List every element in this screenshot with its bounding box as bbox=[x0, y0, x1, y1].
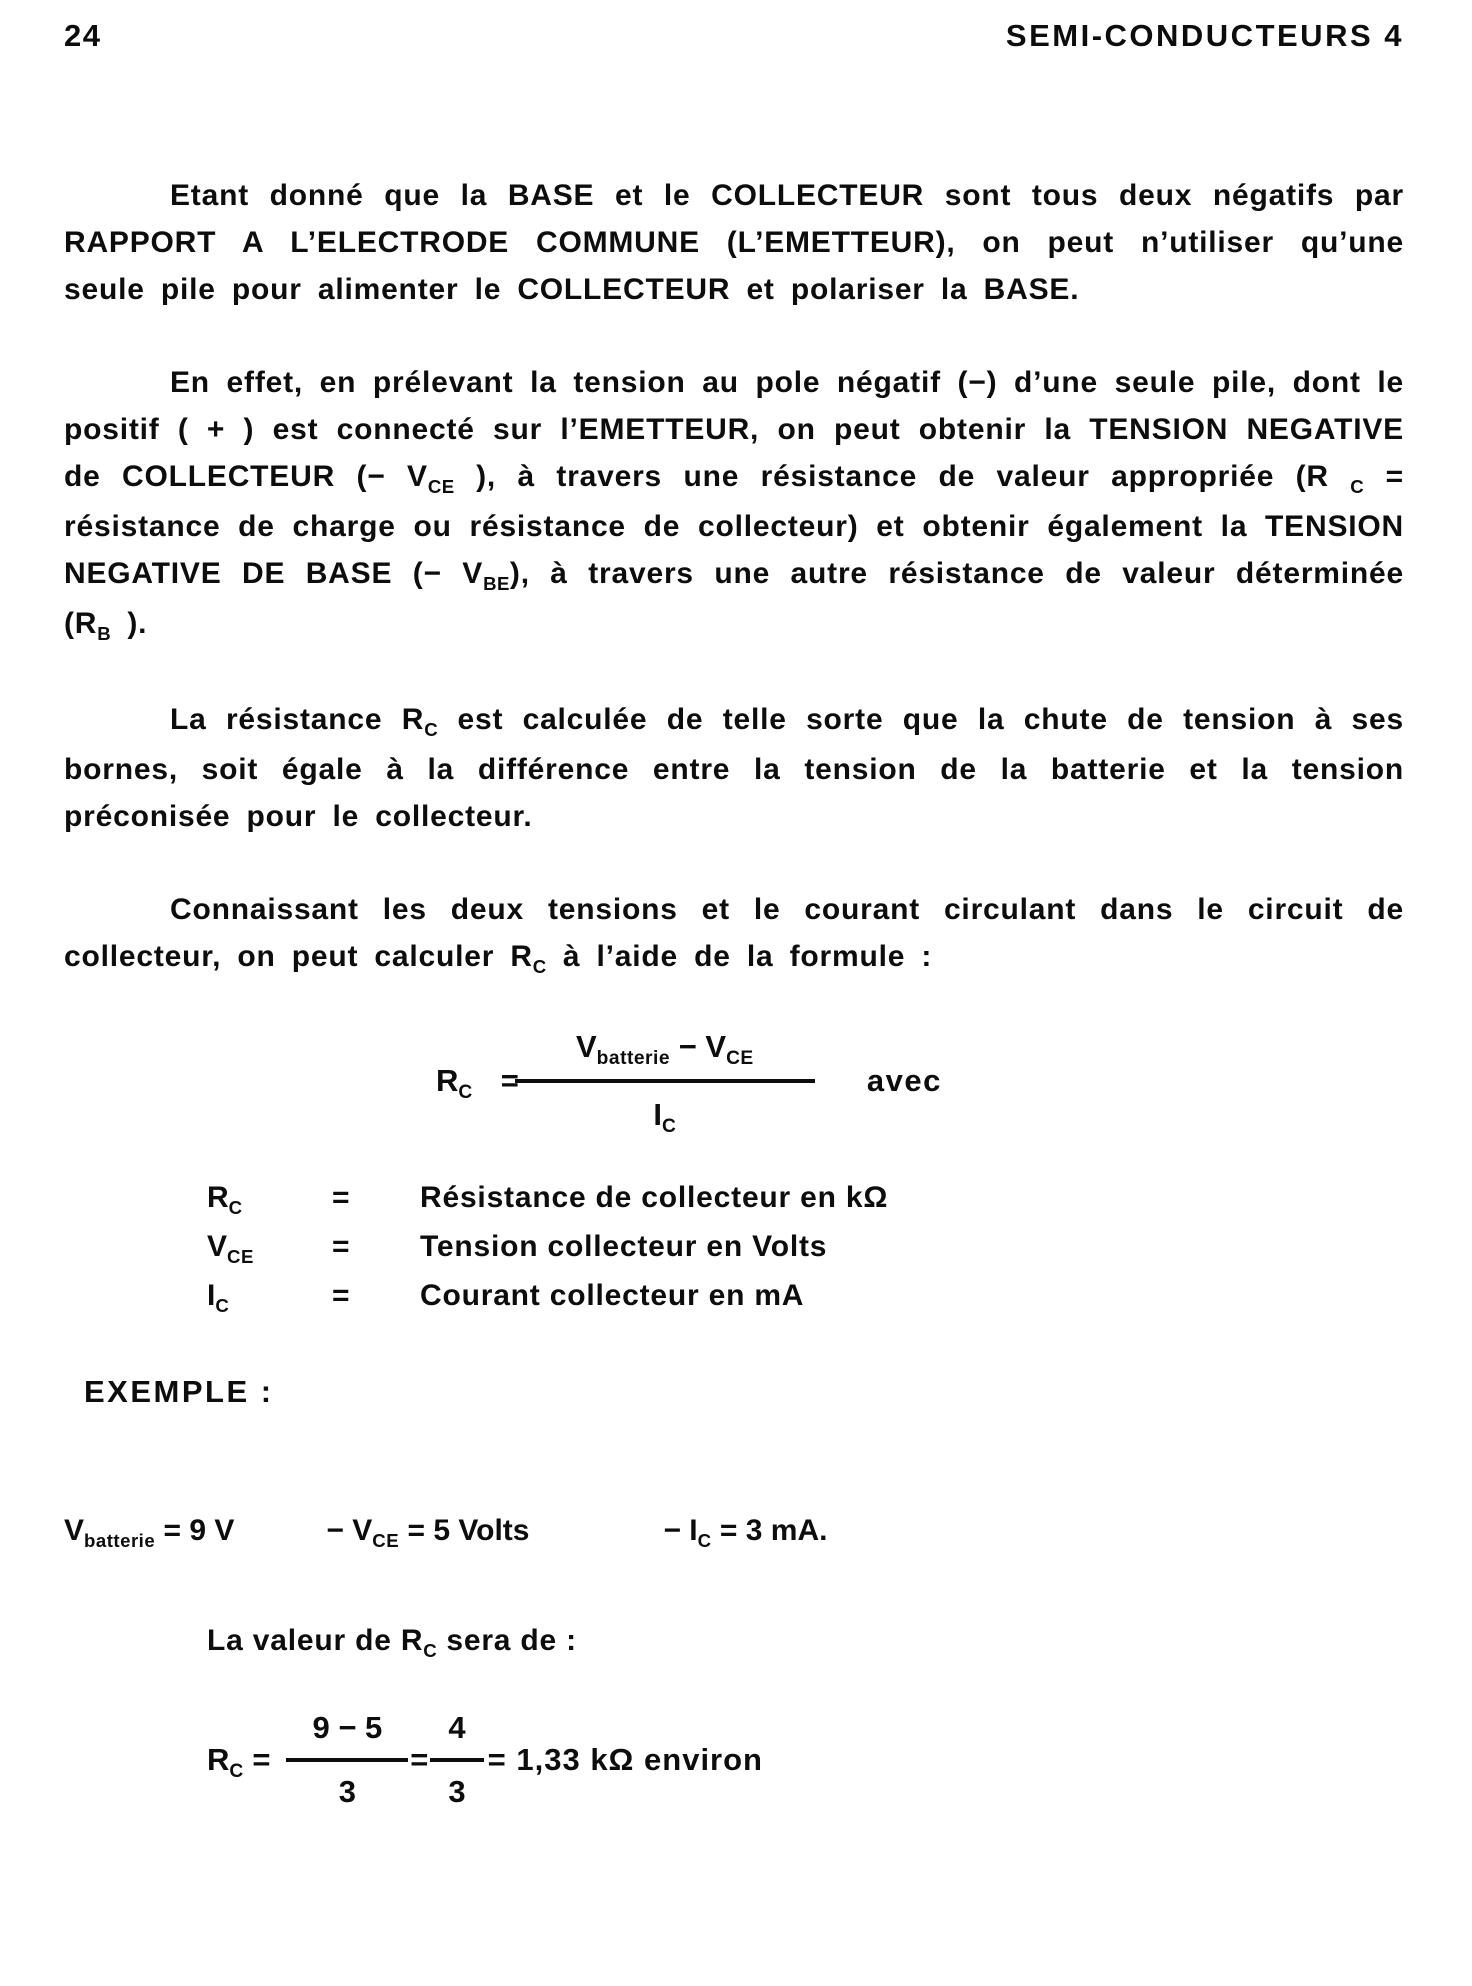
definition-row-rc bbox=[207, 1175, 1404, 1224]
example-values-row bbox=[64, 1514, 1404, 1552]
definition-row-vce bbox=[207, 1224, 1404, 1273]
definition-symbol: $R_C$ bbox=[207, 1181, 243, 1219]
definition-symbol: $I_C$ bbox=[207, 1279, 230, 1317]
symbol-definitions bbox=[207, 1175, 1404, 1322]
example-equation bbox=[207, 1710, 1404, 1810]
definition-symbol: $V_{CE}$ bbox=[207, 1230, 254, 1268]
page-header bbox=[64, 18, 1404, 54]
definition-equals: = bbox=[332, 1230, 350, 1263]
example-intro-line: La valeur de $R_C$ sera de : bbox=[207, 1624, 577, 1662]
fraction-numerator: 4 bbox=[430, 1710, 483, 1762]
formula-fraction bbox=[515, 1029, 815, 1138]
rc-formula bbox=[436, 1029, 1404, 1138]
paragraph-negative-voltages: En effet, en prélevant la tension au pole négatif (−) d’une seule pile, dont le positif ( + ) est connecté sur l’EMETTEUR, on peut obtenir la TENSION NEGATIVE de COLLECTEUR (− $V_{CE}$ ), à travers une résistance de valeur appropriée (R $_C$ = résistance de charge ou résistance de collecteur) et obtenir également la TENSION NEGATIVE DE BASE (− $V_{BE}$), à travers une autre résistance de valeur déterminée ($R_B$ ). bbox=[64, 366, 1404, 645]
formula-lhs: $R_C$ bbox=[436, 1063, 473, 1104]
running-title: SEMI-CONDUCTEURS 4 bbox=[1005, 18, 1404, 53]
equation-fraction-2 bbox=[430, 1710, 483, 1810]
formula-avec-label: avec bbox=[866, 1063, 942, 1098]
equation-fraction-1 bbox=[286, 1710, 408, 1810]
definition-row-ic bbox=[207, 1273, 1404, 1322]
fraction-denominator: 3 bbox=[448, 1774, 466, 1809]
value-ic: − $I_C = 3$ mA. bbox=[663, 1514, 828, 1552]
definition-text: Courant collecteur en mA bbox=[420, 1279, 805, 1312]
equation-result: = 1,33 kΩ environ bbox=[487, 1742, 763, 1777]
formula-numerator: $V_{batterie} - V_{CE}$ bbox=[515, 1029, 815, 1083]
definition-text: Tension collecteur en Volts bbox=[420, 1230, 828, 1263]
example-heading: EXEMPLE : bbox=[84, 1374, 274, 1409]
definition-text: Résistance de collecteur en kΩ bbox=[420, 1181, 889, 1214]
equation-lhs: $R_C$ = bbox=[207, 1742, 271, 1783]
fraction-numerator: 9 − 5 bbox=[286, 1710, 408, 1762]
fraction-denominator: 3 bbox=[338, 1774, 357, 1809]
definition-equals: = bbox=[332, 1279, 350, 1312]
value-vbatterie: $V_{batterie} = 9$ V bbox=[64, 1514, 235, 1552]
definition-equals: = bbox=[332, 1181, 350, 1214]
formula-equals: = bbox=[500, 1063, 519, 1098]
value-vce: − $V_{CE} = 5$ Volts bbox=[326, 1514, 530, 1552]
paragraph-formula-intro: Connaissant les deux tensions et le courant circulant dans le circuit de collecteur, on peut calculer $R_C$ à l’aide de la formule : bbox=[64, 893, 1404, 978]
paragraph-resistance-rc: La résistance $R_C$ est calculée de telle sorte que la chute de tension à ses bornes, soit égale à la différence entre la tension de la batterie et la tension préconisée pour le collecteur. bbox=[64, 703, 1404, 833]
paragraph-single-battery: Etant donné que la BASE et le COLLECTEUR sont tous deux négatifs par RAPPORT A L’ELECTRODE COMMUNE (L’EMETTEUR), on peut n’utiliser qu’une seule pile pour alimenter le COLLECTEUR et polariser la BASE. bbox=[64, 179, 1404, 306]
page-number: 24 bbox=[64, 18, 102, 53]
formula-denominator: $I_C$ bbox=[653, 1097, 677, 1138]
equation-equals-2: = bbox=[410, 1742, 429, 1777]
